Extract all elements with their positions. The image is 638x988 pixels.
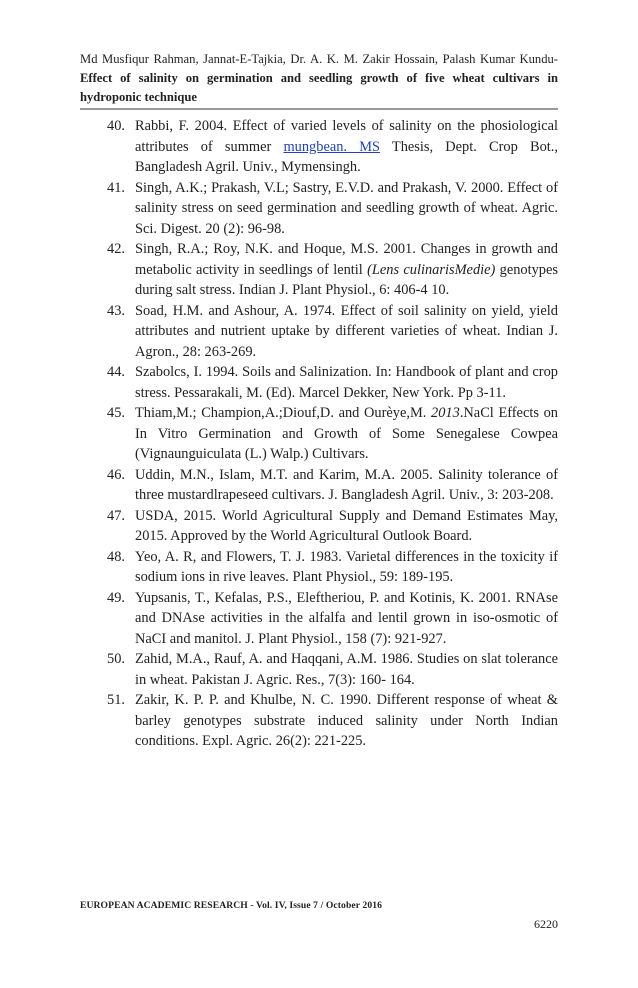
reference-number: 41. <box>107 179 125 196</box>
reference-text <box>135 506 558 547</box>
footer-journal-info: EUROPEAN ACADEMIC RESEARCH - Vol. IV, Issue 7 / October 2016 <box>80 900 383 911</box>
running-header <box>80 50 558 107</box>
reference-text-segment: Zakir, K. P. P. and Khulbe, N. C. 1990. Different response of wheat & barley genotypes substrate induced salinity under North Indian conditions. Expl. Agric. 26(2): 221-225. <box>135 692 558 749</box>
reference-text-segment: Thiam,M.; Champion,A.;Diouf,D. and Ourèye,M. <box>135 405 432 421</box>
reference-list <box>80 116 558 752</box>
reference-number: 43. <box>107 302 125 319</box>
reference-text <box>135 178 558 240</box>
reference-text-segment: Uddin, M.N., Islam, M.T. and Karim, M.A. 2005. Salinity tolerance of three mustardlrapeseed cultivars. J. Bangladesh Agril. Univ., 3: 203-208. <box>135 466 558 503</box>
reference-item <box>80 403 558 465</box>
reference-text-segment: Rabbi, F. 2004. Effect of varied levels of salinity on the phosiological attributes of summer <box>135 118 558 155</box>
reference-number: 46. <box>107 466 125 483</box>
reference-item <box>80 116 558 178</box>
reference-text <box>135 649 558 690</box>
reference-number: 42. <box>107 241 125 257</box>
header-paper-title: Effect of salinity on germination and seedling growth of five wheat cultivars in hydroponic technique <box>80 71 558 104</box>
reference-text-segment: Thesis, Dept. Crop Bot., Bangladesh Agril. Univ., Mymensingh. <box>135 138 558 175</box>
header-authors: Md Musfiqur Rahman, Jannat-E-Tajkia, Dr. A. K. M. Zakir Hossain, Palash Kumar Kundu- <box>80 52 558 66</box>
reference-number: 40. <box>107 118 125 134</box>
reference-text <box>135 690 558 752</box>
reference-number: 45. <box>107 405 125 421</box>
reference-text-segment: Soad, H.M. and Ashour, A. 1974. Effect of soil salinity on yield, yield attributes and nutrient uptake by different varieties of wheat. Indian J. Agron., 28: 263-269. <box>135 302 558 360</box>
reference-item <box>80 301 558 363</box>
reference-item <box>80 178 558 240</box>
reference-text <box>135 116 558 178</box>
reference-number: 48. <box>107 548 125 565</box>
reference-text <box>135 465 558 506</box>
reference-number: 51. <box>107 692 125 708</box>
reference-text <box>135 588 558 650</box>
reference-number: 44. <box>107 364 125 380</box>
reference-number: 47. <box>107 507 125 524</box>
reference-italic-text: (Lens culinarisMedie) <box>367 261 496 278</box>
reference-text-segment: .NaCl Effects on In Vitro Germination and Growth of Some Senegalese Cowpea (Vignaunguiculata (L.) Walp.) Cultivars. <box>135 405 558 462</box>
reference-item <box>80 239 558 301</box>
reference-text <box>135 362 558 403</box>
header-divider <box>80 108 558 110</box>
reference-text <box>135 403 558 465</box>
reference-number: 50. <box>107 651 125 667</box>
reference-text <box>135 301 558 363</box>
reference-text <box>135 547 558 588</box>
reference-text <box>135 239 558 301</box>
reference-number: 49. <box>107 589 125 606</box>
reference-text-segment: USDA, 2015. World Agricultural Supply and Demand Estimates May, 2015. Approved by the World Agricultural Outlook Board. <box>135 507 558 544</box>
reference-item <box>80 649 558 690</box>
reference-link[interactable]: mungbean. MS <box>283 138 380 155</box>
reference-item <box>80 588 558 650</box>
reference-item <box>80 690 558 752</box>
reference-text-segment: Singh, A.K.; Prakash, V.L; Sastry, E.V.D. and Prakash, V. 2000. Effect of salinity stress on seed germination and seedling growth of wheat. Agric. Sci. Digest. 20 (2): 96-98. <box>135 179 558 237</box>
reference-item <box>80 362 558 403</box>
reference-text-segment: Singh, R.A.; Roy, N.K. and Hoque, M.S. 2001. Changes in growth and metabolic activity in seedlings of lentil <box>135 241 558 278</box>
reference-text-segment: genotypes during salt stress. Indian J. Plant Physiol., 6: 406-4 10. <box>135 261 558 298</box>
reference-text-segment: Szabolcs, I. 1994. Soils and Salinization. In: Handbook of plant and crop stress. Pessarakali, M. (Ed). Marcel Dekker, New York. Pp 3-11. <box>135 364 558 401</box>
reference-text-segment: Yeo, A. R, and Flowers, T. J. 1983. Varietal differences in the toxicity if sodium ions in rive leaves. Plant Physiol., 59: 189-195. <box>135 548 558 585</box>
reference-item <box>80 465 558 506</box>
reference-text-segment: Zahid, M.A., Rauf, A. and Haqqani, A.M. 1986. Studies on slat tolerance in wheat. Pakistan J. Agric. Res., 7(3): 160- 164. <box>135 651 558 688</box>
page-number: 6220 <box>534 917 558 931</box>
reference-item <box>80 506 558 547</box>
reference-item <box>80 547 558 588</box>
reference-italic-text: 2013 <box>431 405 460 421</box>
reference-text-segment: Yupsanis, T., Kefalas, P.S., Eleftheriou, P. and Kotinis, K. 2001. RNAse and DNAse activities in the alfalfa and lentil grown in iso-osmotic of NaCI and manitol. J. Plant Physiol., 158 (7): 921-927. <box>135 589 558 647</box>
